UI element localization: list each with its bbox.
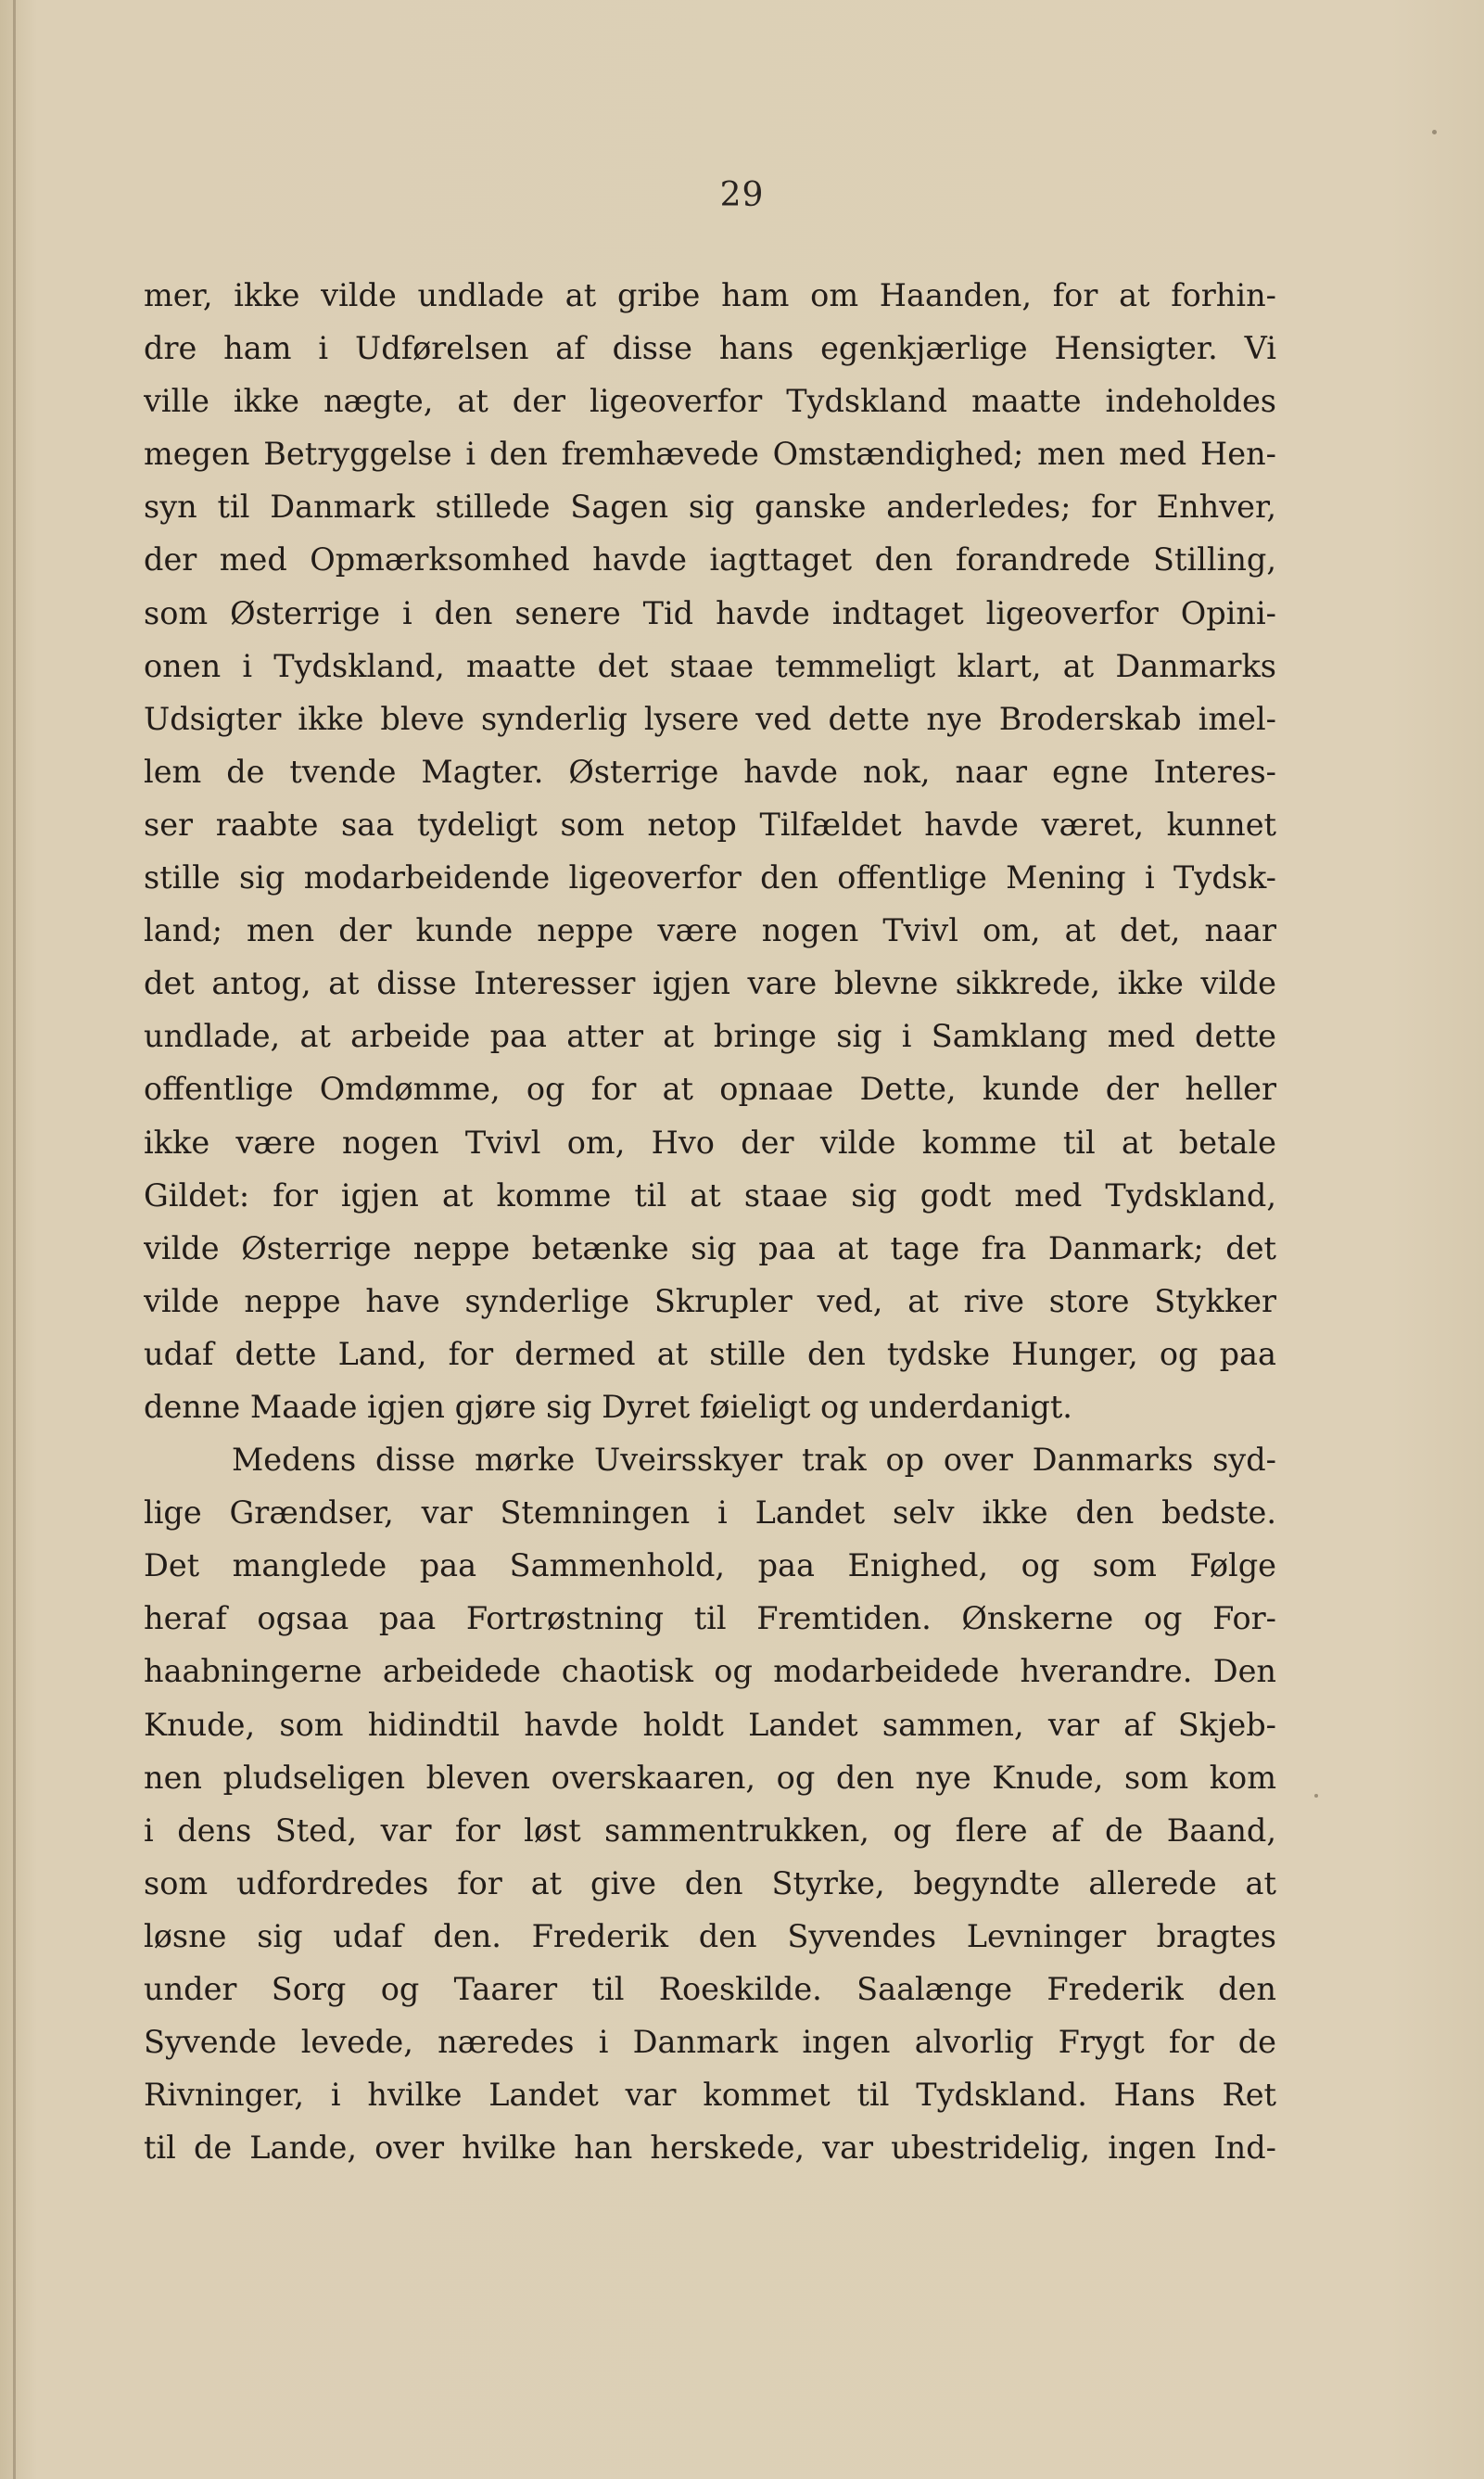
paper-speck [1432, 130, 1437, 134]
text-line: der med Opmærksomhed havde iagttaget den forandrede Stilling, [144, 541, 1276, 578]
text-line: syn til Danmark stillede Sagen sig ganske anderledes; for Enhver, [144, 489, 1276, 526]
paper-speck [1314, 1794, 1318, 1798]
text-line: Syvende levede, næredes i Danmark ingen alvorlig Frygt for de [144, 2024, 1276, 2061]
text-line: vilde Østerrige neppe betænke sig paa at tage fra Danmark; det [144, 1229, 1276, 1266]
text-line: haabningerne arbeidede chaotisk og modarbeidede hverandre. Den [144, 1653, 1276, 1690]
text-line: undlade, at arbeide paa atter at bringe sig i Samklang med dette [144, 1018, 1276, 1055]
text-line: denne Maade igjen gjøre sig Dyret føieligt og underdanigt. [144, 1388, 1072, 1425]
text-line: offentlige Omdømme, og for at opnaae Dette, kunde der heller [144, 1071, 1276, 1108]
text-line: vilde neppe have synderlige Skrupler ved, at rive store Stykker [144, 1282, 1276, 1319]
text-line: i dens Sted, var for løst sammentrukken, og flere af de Baand, [144, 1812, 1276, 1849]
text-line: under Sorg og Taarer til Roeskilde. Saalænge Frederik den [144, 1971, 1276, 2007]
text-line: lem de tvende Magter. Østerrige havde nok, naar egne Interes- [144, 753, 1276, 790]
text-line: Udsigter ikke bleve synderlig lysere ved dette nye Broderskab imel- [144, 700, 1276, 737]
page-number: 29 [719, 176, 765, 214]
text-line: nen pludseligen bleven overskaaren, og den nye Knude, som kom [144, 1759, 1276, 1796]
text-line: Rivninger, i hvilke Landet var kommet til Tydskland. Hans Ret [144, 2077, 1276, 2114]
text-line: stille sig modarbeidende ligeoverfor den offentlige Mening i Tydsk- [144, 859, 1276, 896]
text-line: Medens disse mørke Uveirsskyer trak op over Danmarks syd- [232, 1442, 1276, 1479]
text-line: Det manglede paa Sammenhold, paa Enighed, og som Følge [144, 1547, 1276, 1584]
text-line: mer, ikke vilde undlade at gribe ham om Haanden, for at forhin- [144, 277, 1276, 313]
body-text [144, 269, 1276, 2174]
text-line: megen Betryggelse i den fremhævede Omstændighed; men med Hen- [144, 436, 1276, 473]
text-line: ikke være nogen Tvivl om, Hvo der vilde komme til at betale [144, 1124, 1276, 1161]
text-line: ville ikke nægte, at der ligeoverfor Tydskland maatte indeholdes [144, 383, 1276, 420]
text-line: land; men der kunde neppe være nogen Tvivl om, at det, naar [144, 912, 1276, 949]
text-line: dre ham i Udførelsen af disse hans egenkjærlige Hensigter. Vi [144, 330, 1276, 367]
text-line: som udfordredes for at give den Styrke, begyndte allerede at [144, 1864, 1276, 1901]
page-edge-shadow [13, 0, 16, 2479]
text-line: Gildet: for igjen at komme til at staae sig godt med Tydskland, [144, 1176, 1276, 1214]
text-line: heraf ogsaa paa Fortrøstning til Fremtiden. Ønskerne og For- [144, 1600, 1276, 1637]
text-line: lige Grændser, var Stemningen i Landet selv ikke den bedste. [144, 1494, 1276, 1532]
text-line: udaf dette Land, for dermed at stille den tydske Hunger, og paa [144, 1335, 1276, 1372]
text-line: til de Lande, over hvilke han herskede, var ubestridelig, ingen Ind- [144, 2129, 1276, 2167]
text-line: ser raabte saa tydeligt som netop Tilfældet havde været, kunnet [144, 806, 1276, 843]
text-line: løsne sig udaf den. Frederik den Syvendes Levninger bragtes [144, 1917, 1276, 1954]
text-line: onen i Tydskland, maatte det staae temmeligt klart, at Danmarks [144, 647, 1276, 684]
text-line: Knude, som hidindtil havde holdt Landet sammen, var af Skjeb- [144, 1706, 1276, 1743]
text-line: det antog, at disse Interesser igjen vare blevne sikkrede, ikke vilde [144, 965, 1276, 1002]
text-line: som Østerrige i den senere Tid havde indtaget ligeoverfor Opini- [144, 594, 1276, 631]
